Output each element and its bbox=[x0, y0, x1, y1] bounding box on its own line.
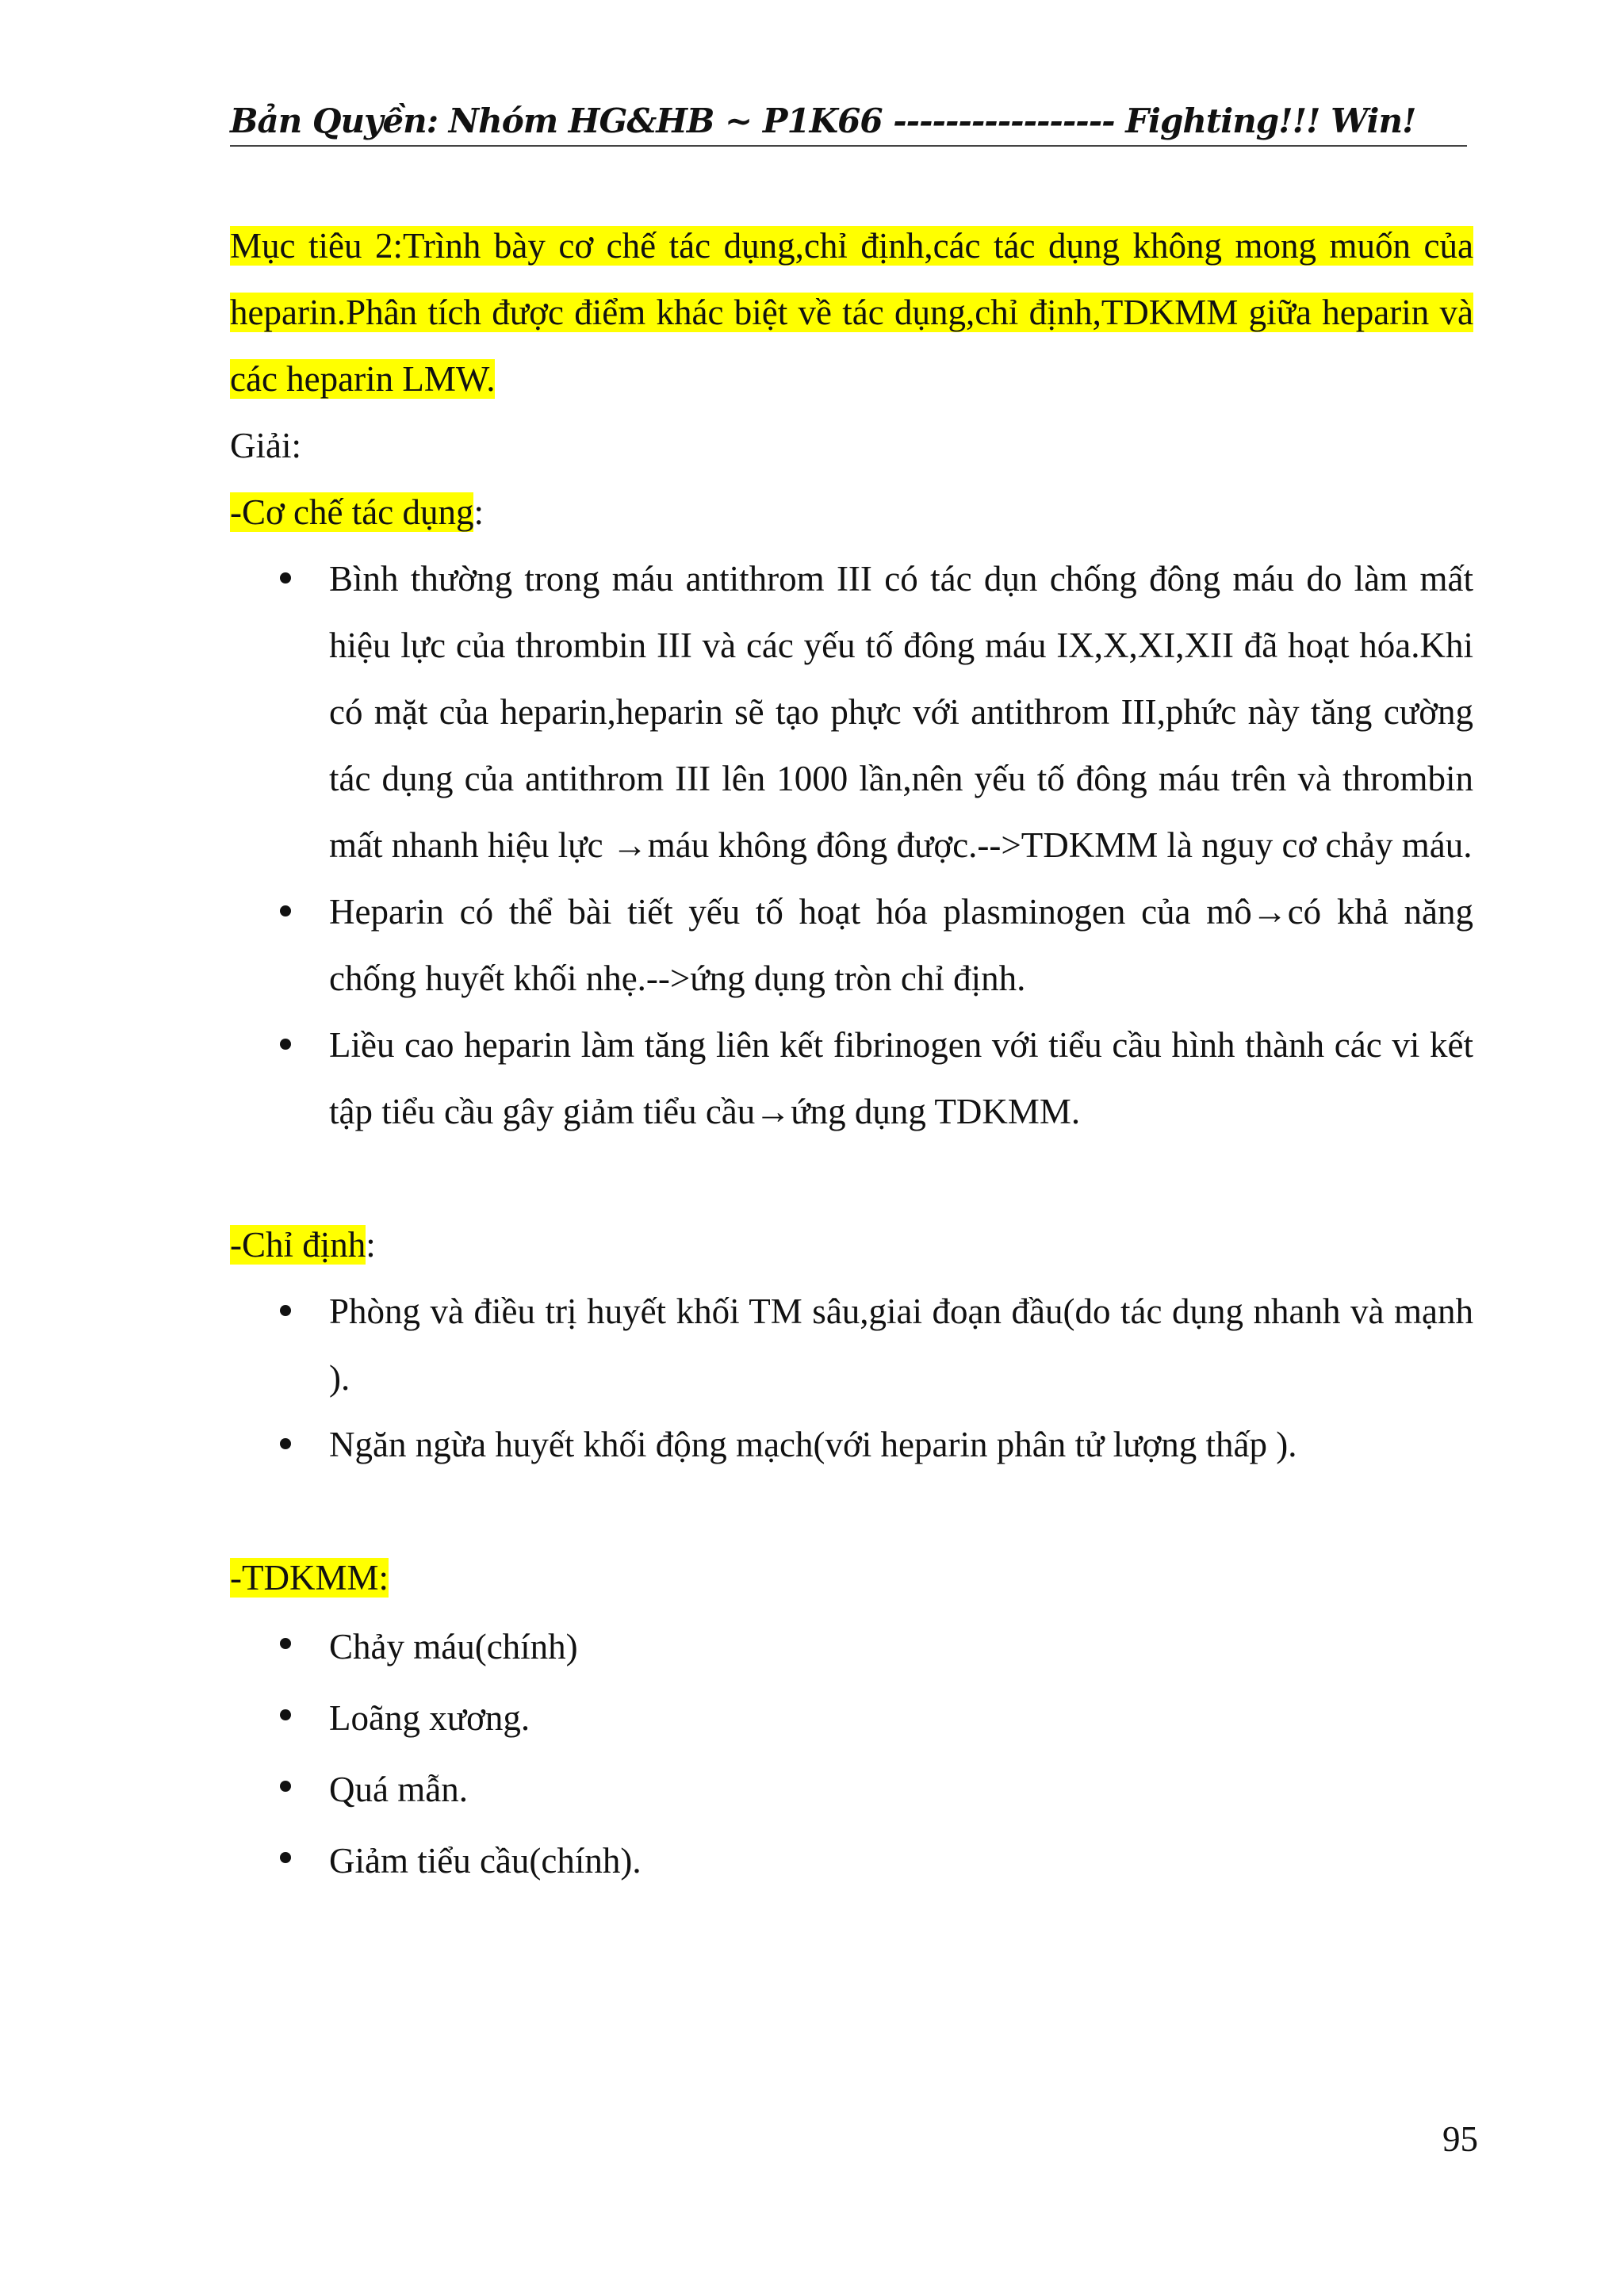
adverse-item bbox=[329, 1682, 1473, 1754]
mechanism-item-text: Liều cao heparin làm tăng liên kết fibrinogen với tiểu cầu hình thành các vi kết tập tiểu cầu gây giảm tiểu cầu→ứng dụng TDKMM. bbox=[329, 1025, 1473, 1131]
objective-text: Mục tiêu 2:Trình bày cơ chế tác dụng,chỉ định,các tác dụng không mong muốn của heparin.Phân tích được điểm khác biệt về tác dụng,chỉ định,TDKMM giữa heparin và các heparin LMW. bbox=[230, 226, 1473, 399]
bullet-icon bbox=[280, 1852, 291, 1863]
adverse-list bbox=[230, 1611, 1473, 1896]
indication-item-text: Phòng và điều trị huyết khối TM sâu,giai đoạn đầu(do tác dụng nhanh và mạnh ). bbox=[329, 1292, 1473, 1398]
objective-paragraph bbox=[230, 212, 1473, 412]
mechanism-heading-text: -Cơ chế tác dụng bbox=[230, 492, 474, 532]
indication-item-text: Ngăn ngừa huyết khối động mạch(với heparin phân tử lượng thấp ). bbox=[329, 1425, 1297, 1464]
mechanism-item bbox=[329, 1012, 1473, 1145]
indication-heading-colon: : bbox=[366, 1225, 376, 1265]
bullet-icon bbox=[280, 572, 291, 584]
indication-item bbox=[329, 1411, 1473, 1478]
adverse-item-text: Loãng xương. bbox=[329, 1698, 530, 1738]
spacer bbox=[230, 1478, 1473, 1544]
adverse-item-text: Chảy máu(chính) bbox=[329, 1627, 578, 1667]
adverse-item bbox=[329, 1825, 1473, 1896]
adverse-item-text: Giảm tiểu cầu(chính). bbox=[329, 1841, 642, 1881]
spacer bbox=[230, 1145, 1473, 1211]
mechanism-item-text: Heparin có thể bài tiết yếu tố hoạt hóa plasminogen của mô→có khả năng chống huyết khối nhẹ.-->ứng dụng tròn chỉ định. bbox=[329, 892, 1473, 998]
indication-list bbox=[230, 1278, 1473, 1478]
bullet-icon bbox=[280, 1438, 291, 1449]
indication-item bbox=[329, 1278, 1473, 1411]
page-header: Bản Quyền: Nhóm HG&HB ~ P1K66 ----------------- Fighting!!! Win! bbox=[230, 101, 1467, 147]
indication-heading bbox=[230, 1211, 1473, 1278]
bullet-icon bbox=[280, 1638, 291, 1649]
mechanism-list bbox=[230, 545, 1473, 1145]
page-body bbox=[230, 212, 1473, 1896]
mechanism-item bbox=[329, 545, 1473, 878]
page-number: 95 bbox=[1442, 2119, 1478, 2159]
bullet-icon bbox=[280, 1039, 291, 1050]
bullet-icon bbox=[280, 1305, 291, 1316]
answer-label: Giải: bbox=[230, 426, 301, 465]
mechanism-heading-colon: : bbox=[473, 492, 484, 532]
bullet-icon bbox=[280, 1781, 291, 1792]
mechanism-item-text: Bình thường trong máu antithrom III có tác dụn chống đông máu do làm mất hiệu lực của thrombin III và các yếu tố đông máu IX,X,XI,XII đã hoạt hóa.Khi có mặt của heparin,heparin sẽ tạo phực với antithrom III,phức này tăng cường tác dụng của antithrom III lên 1000 lần,nên yếu tố đông máu trên và thrombin mất nhanh hiệu lực →máu không đông được.-->TDKMM là nguy cơ chảy máu. bbox=[329, 559, 1473, 865]
adverse-item-text: Quá mẫn. bbox=[329, 1770, 468, 1809]
mechanism-heading bbox=[230, 479, 1473, 545]
adverse-item bbox=[329, 1754, 1473, 1825]
adverse-heading-text: -TDKMM: bbox=[230, 1558, 389, 1598]
adverse-item bbox=[329, 1611, 1473, 1682]
bullet-icon bbox=[280, 1709, 291, 1720]
bullet-icon bbox=[280, 905, 291, 916]
indication-heading-text: -Chỉ định bbox=[230, 1225, 366, 1265]
adverse-heading bbox=[230, 1544, 1473, 1611]
mechanism-item bbox=[329, 878, 1473, 1012]
